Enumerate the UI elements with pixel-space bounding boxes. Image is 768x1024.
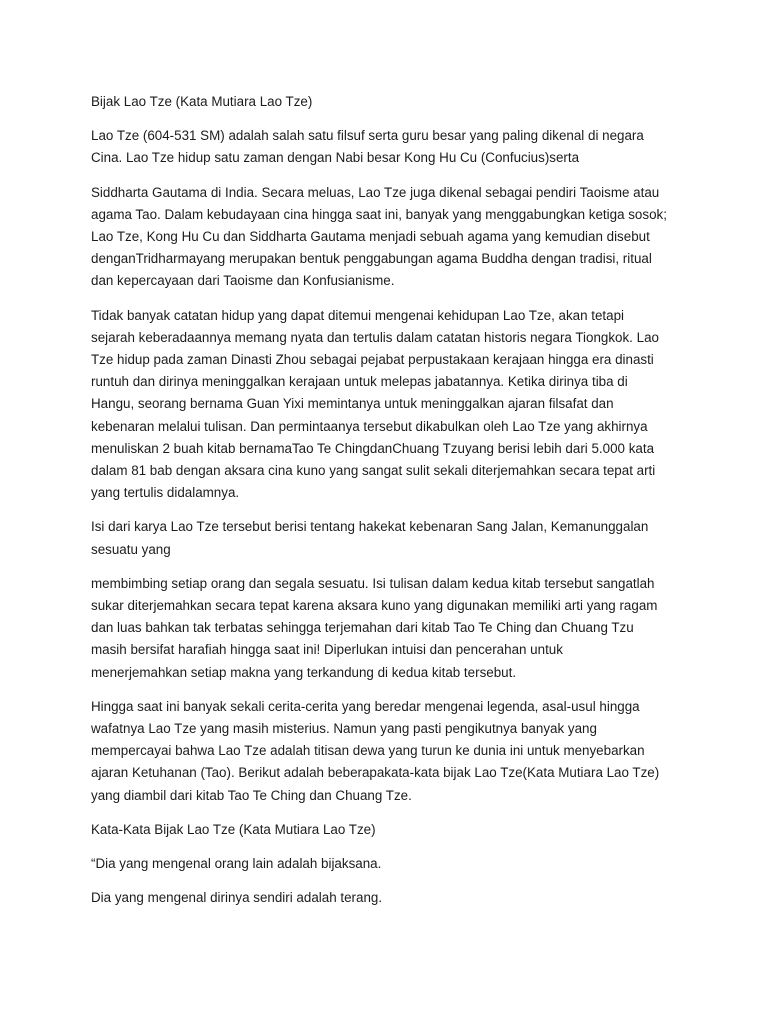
text-line: Tze hidup pada zaman Dinasti Zhou sebagai pejabat perpustakaan kerajaan hingga era dinasti: [91, 352, 654, 368]
document-title: Bijak Lao Tze (Kata Mutiara Lao Tze): [91, 94, 313, 109]
quote-line-1: [91, 853, 691, 875]
text-line: sukar diterjemahkan secara tepat karena aksara kuno yang digunakan memiliki arti yang ragam: [91, 598, 658, 614]
text-line: dalam 81 bab dengan aksara cina kuno yang sangat sulit sekali diterjemahkan secara tepat arti: [91, 463, 656, 479]
text-line: “Dia yang mengenal orang lain adalah bijaksana.: [91, 856, 382, 872]
paragraph-3: [91, 305, 691, 505]
text-line: Lao Tze (604-531 SM) adalah salah satu filsuf serta guru besar yang paling dikenal di negara: [91, 128, 644, 144]
text-line: sesuatu yang: [91, 541, 171, 557]
text-line: Isi dari karya Lao Tze tersebut berisi tentang hakekat kebenaran Sang Jalan, Kemanunggalan: [91, 519, 649, 535]
text-line: dan kepercayaan dari Taoisme dan Konfusianisme.: [91, 273, 395, 289]
document-body: [91, 91, 691, 922]
paragraph-2: [91, 182, 691, 293]
text-line: membimbing setiap orang dan segala sesuatu. Isi tulisan dalam kedua kitab tersebut sangatlah: [91, 575, 655, 591]
text-line: Tidak banyak catatan hidup yang dapat ditemui mengenai kehidupan Lao Tze, akan tetapi: [91, 307, 625, 323]
text-line: yang tertulis didalamnya.: [91, 485, 240, 501]
text-line: menuliskan 2 buah kitab bernamaTao Te ChingdanChuang Tzuyang berisi lebih dari 5.000 kata: [91, 440, 655, 456]
text-line: Hangu, seorang bernama Guan Yixi memintanya untuk meninggalkan ajaran filsafat dan: [91, 396, 614, 412]
text-line: mempercayai bahwa Lao Tze adalah titisan dewa yang turun ke dunia ini untuk menyebarkan: [91, 743, 645, 759]
text-line: Siddharta Gautama di India. Secara meluas, Lao Tze juga dikenal sebagai pendiri Taoisme atau: [91, 184, 660, 200]
text-line: Kata-Kata Bijak Lao Tze (Kata Mutiara Lao Tze): [91, 821, 376, 837]
text-line: Dia yang mengenal dirinya sendiri adalah terang.: [91, 890, 383, 906]
text-line: menerjemahkan setiap makna yang terkandung di kedua kitab tersebut.: [91, 664, 517, 680]
text-line: kebenaran melalui tulisan. Dan permintaanya tersebut dikabulkan oleh Lao Tze yang akhirnya: [91, 418, 648, 434]
text-line: Lao Tze, Kong Hu Cu dan Siddharta Gautama menjadi sebuah agama yang kemudian disebut: [91, 229, 650, 245]
paragraph-6: [91, 696, 691, 807]
quote-line-2: [91, 887, 691, 909]
text-line: dan luas bahkan tak terbatas sehingga terjemahan dari kitab Tao Te Ching dan Chuang Tzu: [91, 620, 634, 636]
text-line: Hingga saat ini banyak sekali cerita-cerita yang beredar mengenai legenda, asal-usul hingga: [91, 698, 640, 714]
text-line: wafatnya Lao Tze yang masih misterius. Namun yang pasti pengikutnya banyak yang: [91, 721, 597, 737]
text-line: yang diambil dari kitab Tao Te Ching dan Chuang Tze.: [91, 787, 412, 803]
text-line: Cina. Lao Tze hidup satu zaman dengan Nabi besar Kong Hu Cu (Confucius)serta: [91, 150, 580, 166]
text-line: masih bersifat harafiah hingga saat ini! Diperlukan intuisi dan pencerahan untuk: [91, 642, 563, 658]
paragraph-4: [91, 516, 691, 560]
section-heading: [91, 819, 691, 841]
text-line: sejarah keberadaannya memang nyata dan tertulis dalam catatan historis negara Tiongkok. Lao: [91, 329, 659, 345]
text-line: agama Tao. Dalam kebudayaan cina hingga saat ini, banyak yang menggabungkan ketiga sosok;: [91, 206, 667, 222]
text-line: denganTridharmayang merupakan bentuk penggabungan agama Buddha dengan tradisi, ritual: [91, 251, 652, 267]
text-line: runtuh dan dirinya meninggalkan kerajaan untuk melepas jabatannya. Ketika dirinya tiba di: [91, 374, 628, 390]
paragraph-1: [91, 125, 691, 169]
paragraph-5: [91, 573, 691, 684]
text-line: ajaran Ketuhanan (Tao). Berikut adalah beberapakata-kata bijak Lao Tze(Kata Mutiara Lao Tze): [91, 765, 660, 781]
